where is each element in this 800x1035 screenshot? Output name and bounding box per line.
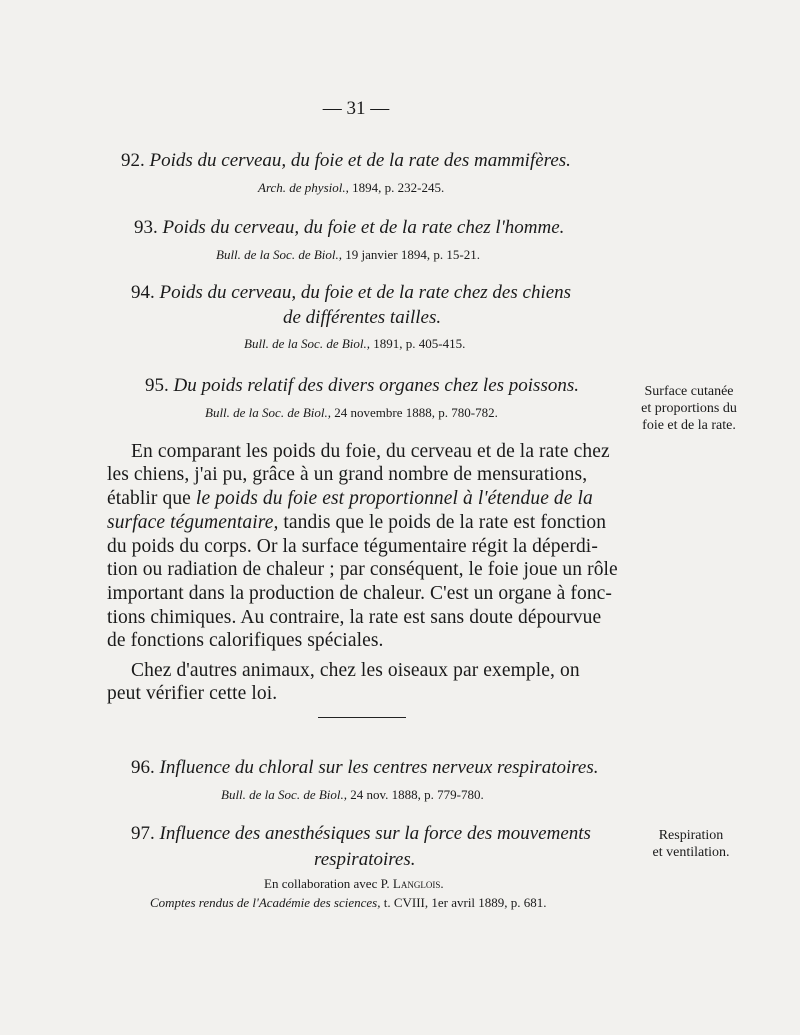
entry-93-citation xyxy=(216,247,480,263)
paragraph-line: tion ou radiation de chaleur ; par conséquent, le foie joue un rôle xyxy=(107,559,618,580)
paragraph-line xyxy=(107,512,606,534)
entry-94-title-line-2 xyxy=(283,307,441,329)
entry-title-text: Poids du cerveau, du foie et de la rate chez des chiens xyxy=(159,282,572,303)
paragraph-line: les chiens, j'ai pu, grâce à un grand nombre de mensurations, xyxy=(107,464,588,485)
entry-97-title-line-2 xyxy=(314,849,416,871)
emphasis-text: surface tégumentaire, xyxy=(107,512,279,533)
citation-journal: Bull. de la Soc. de Biol., xyxy=(244,336,371,351)
citation-journal: Comptes rendus de l'Académie des sciences, xyxy=(150,895,381,910)
entry-97-collaboration xyxy=(264,876,444,892)
margin-note-line: foie et de la rate. xyxy=(642,418,736,433)
entry-number: 92. xyxy=(121,150,145,171)
margin-note-line: et ventilation. xyxy=(652,845,730,860)
entry-title-text: Du poids relatif des divers organes chez les poissons. xyxy=(173,375,579,396)
margin-note-line: Surface cutanée xyxy=(644,384,734,399)
entry-title-text: Influence du chloral sur les centres nerveux respiratoires. xyxy=(159,757,599,778)
citation-journal: Bull. de la Soc. de Biol., xyxy=(205,405,332,420)
entry-96-citation xyxy=(221,787,484,803)
paragraph-line: peut vérifier cette loi. xyxy=(107,683,278,704)
margin-note-surface xyxy=(620,383,758,434)
citation-detail: 24 nov. 1888, p. 779-780. xyxy=(350,787,484,802)
entry-title-text: Influence des anesthésiques sur la force des mouvements xyxy=(159,823,591,844)
paragraph-line xyxy=(107,488,593,510)
paragraph-line: de fonctions calorifiques spéciales. xyxy=(107,630,384,651)
entry-number: 94. xyxy=(131,282,155,303)
citation-detail: t. CVIII, 1er avril 1889, p. 681. xyxy=(383,895,547,910)
entry-title-text: Poids du cerveau, du foie et de la rate chez l'homme. xyxy=(162,217,565,238)
entry-title-text: de différentes tailles. xyxy=(283,307,442,328)
entry-number: 95. xyxy=(145,375,169,396)
entry-94-citation xyxy=(244,336,465,352)
citation-detail: 24 novembre 1888, p. 780-782. xyxy=(334,405,498,420)
paragraph-line: En comparant les poids du foie, du cerveau et de la rate chez xyxy=(131,441,610,462)
margin-note-respiration xyxy=(630,827,752,861)
text-run: établir que xyxy=(107,488,196,509)
entry-93-title xyxy=(134,217,564,239)
entry-number: 96. xyxy=(131,757,155,778)
entry-92-citation xyxy=(258,180,444,196)
entry-96-title xyxy=(131,757,599,779)
emphasis-text: le poids du foie est proportionnel à l'étendue de la xyxy=(195,488,593,509)
citation-journal: Bull. de la Soc. de Biol., xyxy=(216,247,343,262)
entry-95-title xyxy=(145,375,579,397)
entry-number: 97. xyxy=(131,823,155,844)
entry-title-text: respiratoires. xyxy=(314,849,416,870)
collab-prefix: En collaboration avec P. xyxy=(264,876,393,891)
paragraph-line: important dans la production de chaleur. C'est un organe à fonc- xyxy=(107,583,613,604)
entry-97-citation xyxy=(150,895,547,911)
citation-detail: 1894, p. 232-245. xyxy=(352,180,445,195)
paragraph-line: tions chimiques. Au contraire, la rate est sans doute dépourvue xyxy=(107,607,602,628)
entry-title-text: Poids du cerveau, du foie et de la rate des mammifères. xyxy=(149,150,571,171)
collab-name: Langlois. xyxy=(392,876,444,891)
citation-journal: Arch. de physiol., xyxy=(258,180,349,195)
page-number: — 31 — xyxy=(322,98,390,119)
paragraph-line: du poids du corps. Or la surface tégumentaire régit la déperdi- xyxy=(107,536,598,557)
margin-note-line: Respiration xyxy=(658,828,724,843)
text-run: tandis que le poids de la rate est fonction xyxy=(278,512,607,533)
margin-note-line: et proportions du xyxy=(641,401,737,416)
citation-journal: Bull. de la Soc. de Biol., xyxy=(221,787,348,802)
citation-detail: 1891, p. 405-415. xyxy=(373,336,466,351)
entry-94-title-line-1 xyxy=(131,282,571,304)
citation-detail: 19 janvier 1894, p. 15-21. xyxy=(345,247,480,262)
entry-97-title-line-1 xyxy=(131,823,591,845)
entry-92-title xyxy=(121,150,571,172)
section-divider xyxy=(318,717,406,718)
paragraph-line: Chez d'autres animaux, chez les oiseaux par exemple, on xyxy=(131,660,580,681)
entry-95-citation xyxy=(205,405,498,421)
entry-number: 93. xyxy=(134,217,158,238)
